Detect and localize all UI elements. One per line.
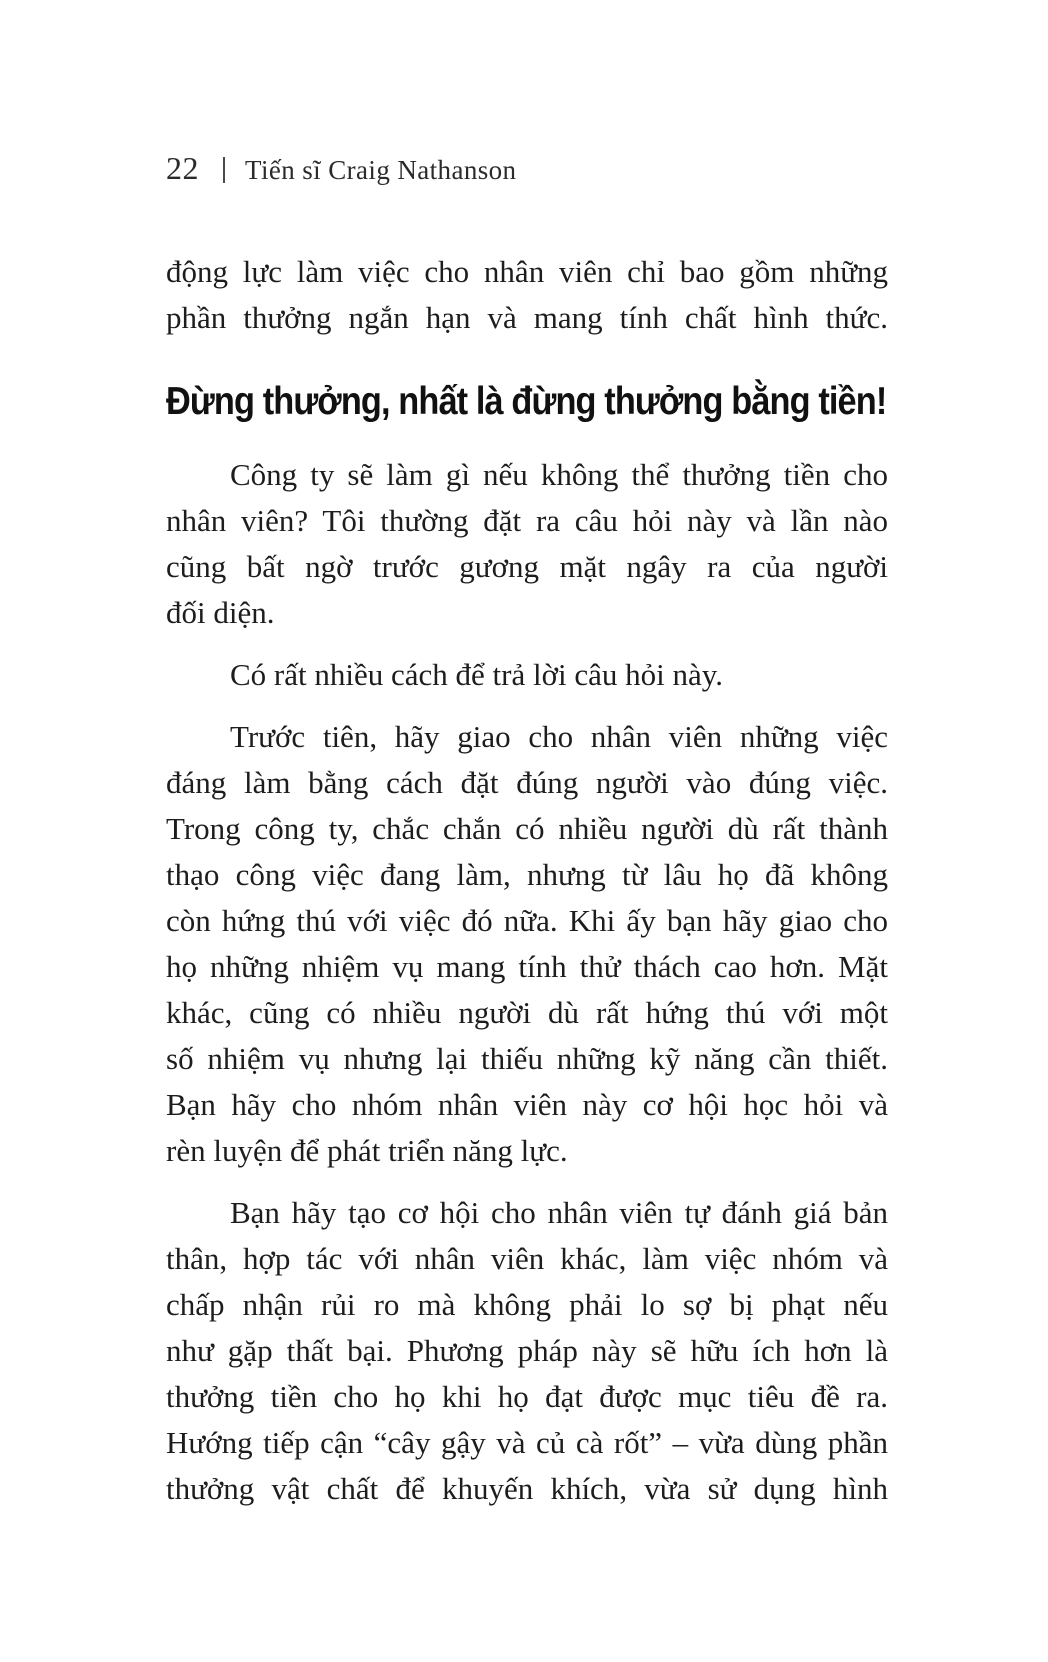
- page-number: 22: [166, 150, 199, 186]
- header-separator: [223, 157, 225, 183]
- text-line: họ những nhiệm vụ mang tính thử thách cao hơn. Mặt: [166, 949, 888, 984]
- paragraph: [166, 452, 888, 636]
- text-line: Bạn hãy cho nhóm nhân viên này cơ hội học hỏi và: [166, 1087, 888, 1122]
- text-line: Công ty sẽ làm gì nếu không thể thưởng tiền cho: [230, 457, 888, 492]
- paragraph: [166, 652, 888, 698]
- text-line: như gặp thất bại. Phương pháp này sẽ hữu ích hơn là: [166, 1333, 888, 1368]
- text-line: thân, hợp tác với nhân viên khác, làm việc nhóm và: [166, 1241, 888, 1276]
- running-header: [166, 150, 888, 187]
- text-line: cũng bất ngờ trước gương mặt ngây ra của người: [166, 549, 888, 584]
- text-line: Bạn hãy tạo cơ hội cho nhân viên tự đánh giá bản: [230, 1195, 888, 1230]
- text-line: Trong công ty, chắc chắn có nhiều người dù rất thành: [166, 811, 888, 846]
- section-heading: Đừng thưởng, nhất là đừng thưởng bằng tiền!: [166, 380, 887, 423]
- text-line: chấp nhận rủi ro mà không phải lo sợ bị phạt nếu: [166, 1287, 888, 1322]
- text-line: phần thưởng ngắn hạn và mang tính chất hình thức.: [166, 300, 888, 335]
- text-line: thưởng tiền cho họ khi họ đạt được mục tiêu đề ra.: [166, 1379, 888, 1414]
- paragraph: [166, 1190, 888, 1512]
- text-line: đối diện.: [166, 595, 275, 630]
- running-title: Tiến sĩ Craig Nathanson: [245, 155, 517, 185]
- text-line: thưởng vật chất để khuyến khích, vừa sử dụng hình: [166, 1471, 888, 1506]
- content-area: [166, 249, 888, 1512]
- paragraph: [166, 714, 888, 1174]
- text-line: còn hứng thú với việc đó nữa. Khi ấy bạn hãy giao cho: [166, 903, 888, 938]
- text-line: thạo công việc đang làm, nhưng từ lâu họ đã không: [166, 857, 888, 892]
- text-line: Trước tiên, hãy giao cho nhân viên những việc: [230, 719, 888, 754]
- text-line: Có rất nhiều cách để trả lời câu hỏi này.: [230, 657, 723, 692]
- text-line: nhân viên? Tôi thường đặt ra câu hỏi này và lần nào: [166, 503, 888, 538]
- text-line: đáng làm bằng cách đặt đúng người vào đúng việc.: [166, 765, 888, 800]
- text-line: Hướng tiếp cận “cây gậy và củ cà rốt” – vừa dùng phần: [166, 1425, 888, 1460]
- text-line: số nhiệm vụ nhưng lại thiếu những kỹ năng cần thiết.: [166, 1041, 888, 1076]
- text-line: rèn luyện để phát triển năng lực.: [166, 1133, 568, 1168]
- paragraph: [166, 249, 888, 341]
- text-line: khác, cũng có nhiều người dù rất hứng thú với một: [166, 995, 888, 1030]
- text-line: động lực làm việc cho nhân viên chỉ bao gồm những: [166, 254, 888, 289]
